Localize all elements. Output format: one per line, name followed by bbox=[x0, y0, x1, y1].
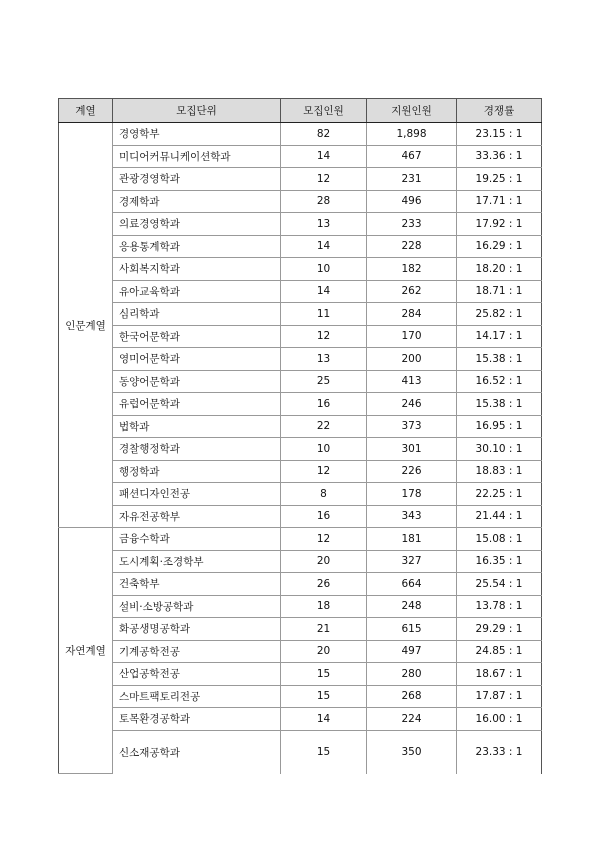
quota-cell: 15 bbox=[281, 663, 367, 686]
applicants-cell: 248 bbox=[367, 595, 457, 618]
quota-cell: 14 bbox=[281, 280, 367, 303]
table-row bbox=[59, 595, 542, 618]
unit-cell: 경영학부 bbox=[113, 123, 281, 146]
quota-cell: 10 bbox=[281, 438, 367, 461]
quota-cell: 25 bbox=[281, 370, 367, 393]
ratio-cell: 23.15 : 1 bbox=[457, 123, 542, 146]
table-row bbox=[59, 415, 542, 438]
header-group: 계열 bbox=[59, 99, 113, 123]
unit-cell: 화공생명공학과 bbox=[113, 618, 281, 641]
ratio-cell: 13.78 : 1 bbox=[457, 595, 542, 618]
table-row bbox=[59, 213, 542, 236]
applicants-cell: 200 bbox=[367, 348, 457, 371]
quota-cell: 15 bbox=[281, 730, 367, 774]
table-row bbox=[59, 640, 542, 663]
ratio-cell: 16.00 : 1 bbox=[457, 708, 542, 731]
quota-cell: 82 bbox=[281, 123, 367, 146]
ratio-cell: 17.71 : 1 bbox=[457, 190, 542, 213]
ratio-cell: 18.83 : 1 bbox=[457, 460, 542, 483]
table-row bbox=[59, 550, 542, 573]
ratio-cell: 22.25 : 1 bbox=[457, 483, 542, 506]
ratio-cell: 29.29 : 1 bbox=[457, 618, 542, 641]
unit-cell: 동양어문학과 bbox=[113, 370, 281, 393]
quota-cell: 20 bbox=[281, 550, 367, 573]
table-row bbox=[59, 460, 542, 483]
table-row bbox=[59, 303, 542, 326]
quota-cell: 14 bbox=[281, 145, 367, 168]
table-row bbox=[59, 370, 542, 393]
ratio-cell: 24.85 : 1 bbox=[457, 640, 542, 663]
quota-cell: 13 bbox=[281, 348, 367, 371]
unit-cell: 산업공학전공 bbox=[113, 663, 281, 686]
applicants-cell: 262 bbox=[367, 280, 457, 303]
group-cell: 자연계열 bbox=[59, 528, 113, 774]
table-row bbox=[59, 438, 542, 461]
applicants-cell: 280 bbox=[367, 663, 457, 686]
ratio-cell: 16.29 : 1 bbox=[457, 235, 542, 258]
table-row bbox=[59, 573, 542, 596]
quota-cell: 12 bbox=[281, 168, 367, 191]
unit-cell: 영미어문학과 bbox=[113, 348, 281, 371]
applicants-cell: 284 bbox=[367, 303, 457, 326]
unit-cell: 사회복지학과 bbox=[113, 258, 281, 281]
unit-cell: 법학과 bbox=[113, 415, 281, 438]
ratio-cell: 18.71 : 1 bbox=[457, 280, 542, 303]
ratio-cell: 16.95 : 1 bbox=[457, 415, 542, 438]
applicants-cell: 182 bbox=[367, 258, 457, 281]
header-row bbox=[59, 99, 542, 123]
header-applicants: 지원인원 bbox=[367, 99, 457, 123]
applicants-cell: 170 bbox=[367, 325, 457, 348]
unit-cell: 미디어커뮤니케이션학과 bbox=[113, 145, 281, 168]
ratio-cell: 17.87 : 1 bbox=[457, 685, 542, 708]
table-row bbox=[59, 685, 542, 708]
unit-cell: 신소재공학과 bbox=[113, 730, 281, 774]
unit-cell: 심리학과 bbox=[113, 303, 281, 326]
table-row bbox=[59, 348, 542, 371]
competition-rate-table bbox=[58, 98, 542, 774]
applicants-cell: 413 bbox=[367, 370, 457, 393]
applicants-cell: 343 bbox=[367, 505, 457, 528]
ratio-cell: 17.92 : 1 bbox=[457, 213, 542, 236]
quota-cell: 21 bbox=[281, 618, 367, 641]
unit-cell: 경제학과 bbox=[113, 190, 281, 213]
header-ratio: 경쟁률 bbox=[457, 99, 542, 123]
table-row bbox=[59, 168, 542, 191]
ratio-cell: 14.17 : 1 bbox=[457, 325, 542, 348]
ratio-cell: 15.38 : 1 bbox=[457, 393, 542, 416]
ratio-cell: 33.36 : 1 bbox=[457, 145, 542, 168]
unit-cell: 한국어문학과 bbox=[113, 325, 281, 348]
unit-cell: 응용통계학과 bbox=[113, 235, 281, 258]
applicants-cell: 301 bbox=[367, 438, 457, 461]
table-row bbox=[59, 730, 542, 774]
table-row bbox=[59, 190, 542, 213]
ratio-cell: 21.44 : 1 bbox=[457, 505, 542, 528]
applicants-cell: 224 bbox=[367, 708, 457, 731]
unit-cell: 금융수학과 bbox=[113, 528, 281, 551]
unit-cell: 관광경영학과 bbox=[113, 168, 281, 191]
table-row bbox=[59, 280, 542, 303]
table-row bbox=[59, 483, 542, 506]
group-cell: 인문계열 bbox=[59, 123, 113, 528]
applicants-cell: 1,898 bbox=[367, 123, 457, 146]
applicants-cell: 467 bbox=[367, 145, 457, 168]
quota-cell: 12 bbox=[281, 528, 367, 551]
table-row bbox=[59, 663, 542, 686]
unit-cell: 도시계획·조경학부 bbox=[113, 550, 281, 573]
ratio-cell: 30.10 : 1 bbox=[457, 438, 542, 461]
table-row bbox=[59, 505, 542, 528]
quota-cell: 8 bbox=[281, 483, 367, 506]
applicants-cell: 233 bbox=[367, 213, 457, 236]
applicants-cell: 231 bbox=[367, 168, 457, 191]
ratio-cell: 19.25 : 1 bbox=[457, 168, 542, 191]
quota-cell: 14 bbox=[281, 235, 367, 258]
applicants-cell: 327 bbox=[367, 550, 457, 573]
table-row bbox=[59, 393, 542, 416]
quota-cell: 16 bbox=[281, 393, 367, 416]
quota-cell: 12 bbox=[281, 460, 367, 483]
applicants-cell: 496 bbox=[367, 190, 457, 213]
table-row bbox=[59, 325, 542, 348]
table-row bbox=[59, 145, 542, 168]
unit-cell: 토목환경공학과 bbox=[113, 708, 281, 731]
unit-cell: 건축학부 bbox=[113, 573, 281, 596]
unit-cell: 의료경영학과 bbox=[113, 213, 281, 236]
ratio-cell: 15.08 : 1 bbox=[457, 528, 542, 551]
unit-cell: 경찰행정학과 bbox=[113, 438, 281, 461]
quota-cell: 11 bbox=[281, 303, 367, 326]
ratio-cell: 18.67 : 1 bbox=[457, 663, 542, 686]
unit-cell: 패션디자인전공 bbox=[113, 483, 281, 506]
table-row bbox=[59, 258, 542, 281]
quota-cell: 16 bbox=[281, 505, 367, 528]
ratio-cell: 25.54 : 1 bbox=[457, 573, 542, 596]
unit-cell: 유아교육학과 bbox=[113, 280, 281, 303]
ratio-cell: 15.38 : 1 bbox=[457, 348, 542, 371]
ratio-cell: 16.52 : 1 bbox=[457, 370, 542, 393]
applicants-cell: 664 bbox=[367, 573, 457, 596]
header-quota: 모집인원 bbox=[281, 99, 367, 123]
unit-cell: 스마트팩토리전공 bbox=[113, 685, 281, 708]
quota-cell: 13 bbox=[281, 213, 367, 236]
table-body bbox=[59, 123, 542, 774]
table-row bbox=[59, 235, 542, 258]
quota-cell: 20 bbox=[281, 640, 367, 663]
table-row bbox=[59, 528, 542, 551]
applicants-cell: 497 bbox=[367, 640, 457, 663]
applicants-cell: 615 bbox=[367, 618, 457, 641]
quota-cell: 28 bbox=[281, 190, 367, 213]
unit-cell: 설비·소방공학과 bbox=[113, 595, 281, 618]
unit-cell: 자유전공학부 bbox=[113, 505, 281, 528]
quota-cell: 12 bbox=[281, 325, 367, 348]
unit-cell: 기계공학전공 bbox=[113, 640, 281, 663]
applicants-cell: 350 bbox=[367, 730, 457, 774]
applicants-cell: 246 bbox=[367, 393, 457, 416]
ratio-cell: 25.82 : 1 bbox=[457, 303, 542, 326]
quota-cell: 22 bbox=[281, 415, 367, 438]
quota-cell: 18 bbox=[281, 595, 367, 618]
quota-cell: 14 bbox=[281, 708, 367, 731]
ratio-cell: 18.20 : 1 bbox=[457, 258, 542, 281]
applicants-cell: 268 bbox=[367, 685, 457, 708]
ratio-cell: 23.33 : 1 bbox=[457, 730, 542, 774]
quota-cell: 26 bbox=[281, 573, 367, 596]
header-unit: 모집단위 bbox=[113, 99, 281, 123]
applicants-cell: 228 bbox=[367, 235, 457, 258]
ratio-cell: 16.35 : 1 bbox=[457, 550, 542, 573]
applicants-cell: 373 bbox=[367, 415, 457, 438]
table-header bbox=[59, 99, 542, 123]
unit-cell: 행정학과 bbox=[113, 460, 281, 483]
table-row bbox=[59, 618, 542, 641]
quota-cell: 15 bbox=[281, 685, 367, 708]
applicants-cell: 226 bbox=[367, 460, 457, 483]
quota-cell: 10 bbox=[281, 258, 367, 281]
applicants-cell: 178 bbox=[367, 483, 457, 506]
applicants-cell: 181 bbox=[367, 528, 457, 551]
table-row bbox=[59, 708, 542, 731]
table-row bbox=[59, 123, 542, 146]
unit-cell: 유럽어문학과 bbox=[113, 393, 281, 416]
